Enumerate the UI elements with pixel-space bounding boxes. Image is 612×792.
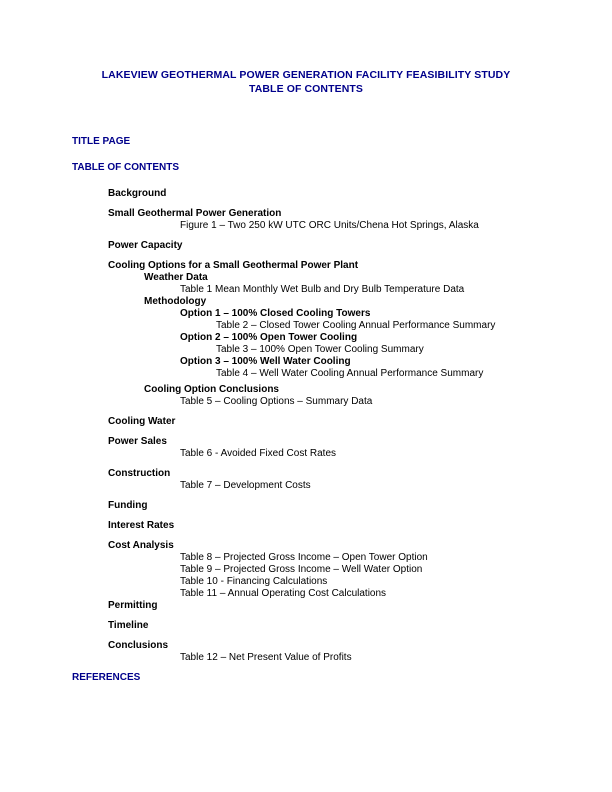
document-title-line2: TABLE OF CONTENTS: [248, 83, 364, 95]
toc-entry-conclusions: Conclusions: [108, 640, 169, 651]
toc-entry-funding: Funding: [108, 500, 148, 511]
toc-entry-table-8: Table 8 – Projected Gross Income – Open Tower Option: [180, 552, 428, 563]
toc-entry-permitting: Permitting: [108, 600, 158, 611]
toc-entry-table-3: Table 3 – 100% Open Tower Cooling Summary: [216, 344, 424, 355]
toc-entry-table-12: Table 12 – Net Present Value of Profits: [180, 652, 352, 663]
toc-entry-table-7: Table 7 – Development Costs: [180, 480, 311, 491]
document-title: [72, 68, 540, 96]
toc-entry-cooling-water: Cooling Water: [108, 416, 176, 427]
table-of-contents: [72, 136, 540, 684]
toc-entry-interest-rates: Interest Rates: [108, 520, 175, 531]
document-title-line1: LAKEVIEW GEOTHERMAL POWER GENERATION FACILITY FEASIBILITY STUDY: [101, 69, 511, 81]
toc-entry-power-capacity: Power Capacity: [108, 240, 183, 251]
toc-entry-table-2: Table 2 – Closed Tower Cooling Annual Performance Summary: [216, 320, 496, 331]
toc-entry-power-sales: Power Sales: [108, 436, 167, 447]
toc-entry-table-6: Table 6 - Avoided Fixed Cost Rates: [180, 448, 337, 459]
toc-entry-title-page: TITLE PAGE: [72, 136, 131, 147]
toc-entry-table-9: Table 9 – Projected Gross Income – Well Water Option: [180, 564, 423, 575]
toc-entry-construction: Construction: [108, 468, 171, 479]
toc-entry-figure-1: Figure 1 – Two 250 kW UTC ORC Units/Chena Hot Springs, Alaska: [180, 220, 479, 231]
toc-entry-timeline: Timeline: [108, 620, 149, 631]
toc-entry-table-of-contents: TABLE OF CONTENTS: [72, 162, 180, 173]
toc-entry-table-1: Table 1 Mean Monthly Wet Bulb and Dry Bulb Temperature Data: [180, 284, 465, 295]
toc-entry-table-11: Table 11 – Annual Operating Cost Calculations: [180, 588, 387, 599]
toc-entry-background: Background: [108, 188, 167, 199]
toc-entry-option-2: Option 2 – 100% Open Tower Cooling: [180, 332, 358, 343]
toc-entry-weather-data: Weather Data: [144, 272, 208, 283]
toc-entry-small-geothermal: Small Geothermal Power Generation: [108, 208, 282, 219]
toc-entry-option-1: Option 1 – 100% Closed Cooling Towers: [180, 308, 371, 319]
toc-entry-table-10: Table 10 - Financing Calculations: [180, 576, 328, 587]
toc-entry-cooling-options: Cooling Options for a Small Geothermal Power Plant: [108, 260, 359, 271]
toc-entry-cooling-conclusions: Cooling Option Conclusions: [144, 384, 279, 395]
toc-entry-references: REFERENCES: [72, 672, 141, 683]
toc-entry-table-4: Table 4 – Well Water Cooling Annual Performance Summary: [216, 368, 484, 379]
toc-entry-methodology: Methodology: [144, 296, 207, 307]
toc-entry-cost-analysis: Cost Analysis: [108, 540, 174, 551]
toc-entry-table-5: Table 5 – Cooling Options – Summary Data: [180, 396, 373, 407]
toc-entry-option-3: Option 3 – 100% Well Water Cooling: [180, 356, 351, 367]
